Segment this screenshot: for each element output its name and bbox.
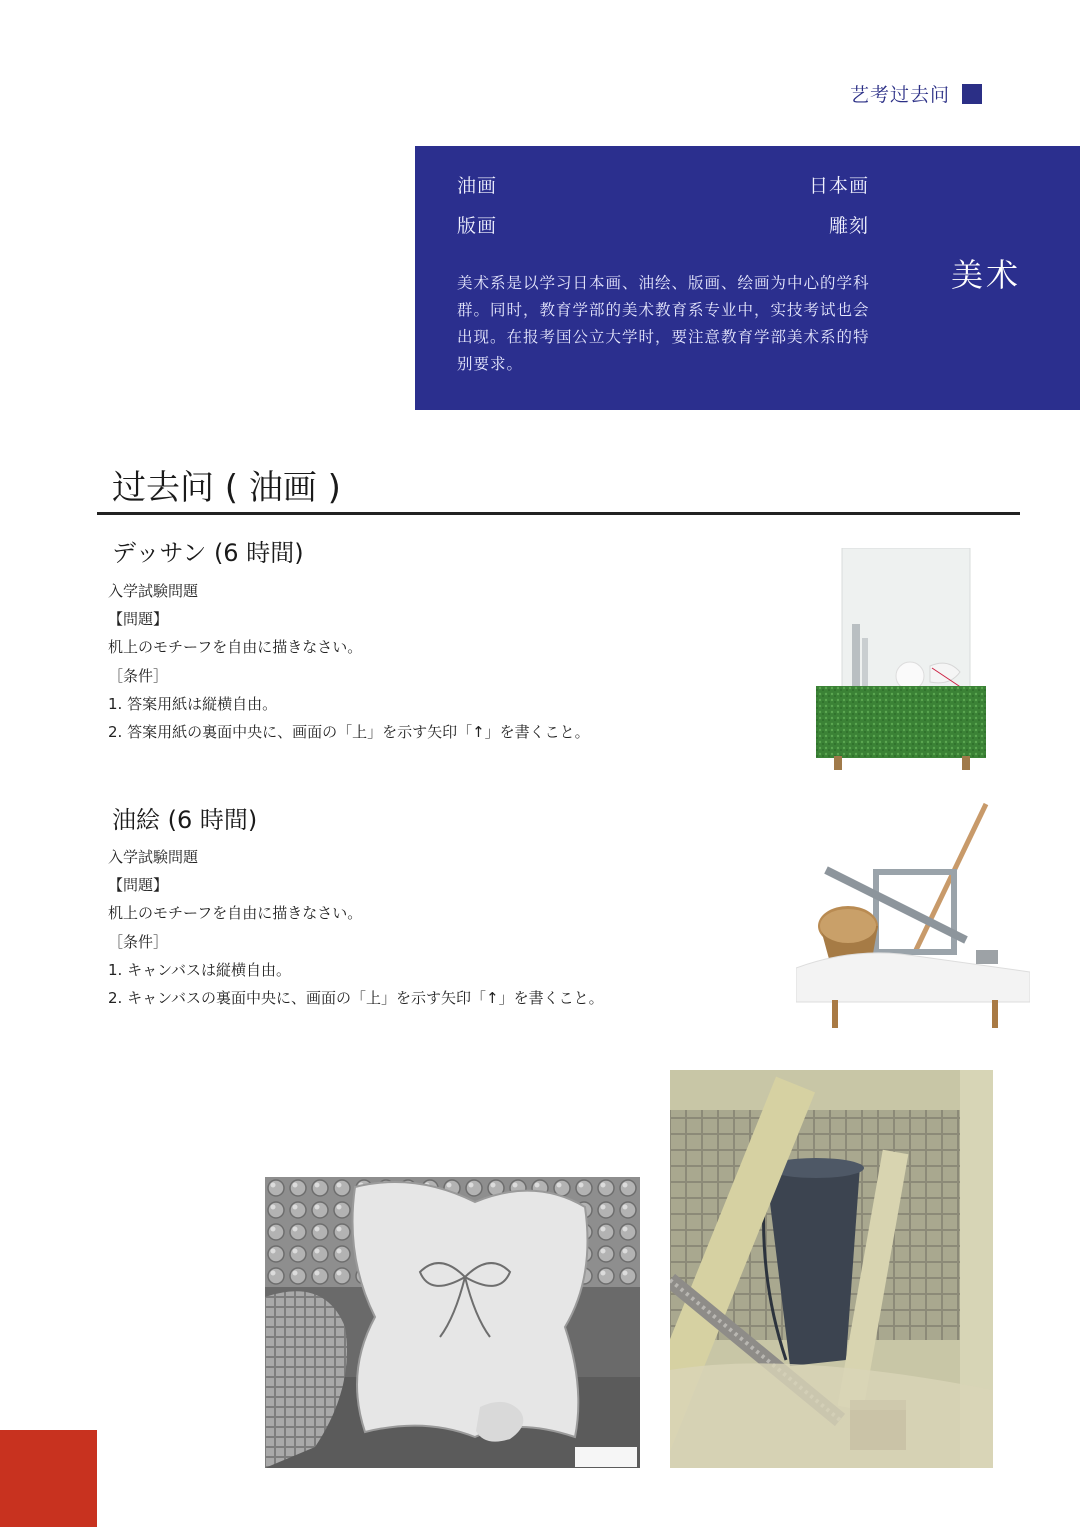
header-square-icon <box>962 84 982 104</box>
category-sculpture: 雕刻 <box>829 215 870 237</box>
exam-line: ［条件］ <box>108 932 169 951</box>
still-life-photo-dessin <box>812 548 990 770</box>
still-life-photo-oil <box>796 800 1030 1028</box>
header-tag-text: 艺考过去问 <box>849 84 950 106</box>
category-oil-painting: 油画 <box>457 175 498 197</box>
exam-body-oil <box>108 843 604 1012</box>
exam-line: 2. 答案用紙の裏面中央に、画面の「上」を示す矢印「↑」を書くこと。 <box>108 723 590 742</box>
still-life-photo-dessin-image <box>812 548 990 770</box>
exam-title-oil: 油絵 (6 時間) <box>112 806 258 834</box>
exam-line: 【問題】 <box>108 610 169 629</box>
section-title: 过去问 ( 油画 ) <box>112 468 341 508</box>
exam-line: 机上のモチーフを自由に描きなさい。 <box>108 904 363 923</box>
oil-painting-artwork-image <box>670 1070 993 1468</box>
dessin-artwork-image <box>265 1177 640 1468</box>
oil-painting-artwork <box>670 1070 993 1468</box>
category-japanese-painting: 日本画 <box>809 175 870 197</box>
exam-line: 入学試験問題 <box>108 848 199 866</box>
exam-line: 1. 答案用紙は縦横自由。 <box>108 694 278 713</box>
exam-title-dessin: デッサン (6 時間) <box>112 539 304 567</box>
section-divider <box>97 512 1020 515</box>
exam-line: ［条件］ <box>108 666 169 685</box>
exam-line: 入学試験問題 <box>108 582 199 600</box>
red-accent-block <box>0 1430 97 1527</box>
exam-line: 机上のモチーフを自由に描きなさい。 <box>108 638 363 657</box>
panel-description: 美术系是以学习日本画、油绘、版画、绘画为中心的学科群。同时，教育学部的美术教育系专业中，实技考试也会出现。在报考国公立大学时，要注意教育学部美术系的特别要求。 <box>457 274 870 373</box>
exam-line: 2. キャンバスの裏面中央に、画面の「上」を示す矢印「↑」を書くこと。 <box>108 989 604 1008</box>
info-panel <box>415 146 1080 410</box>
dessin-artwork <box>265 1177 640 1468</box>
exam-line: 【問題】 <box>108 876 169 895</box>
category-printmaking: 版画 <box>457 215 498 237</box>
panel-title: 美术 <box>951 256 1022 294</box>
exam-line: 1. キャンバスは縦横自由。 <box>108 960 292 979</box>
still-life-photo-oil-image <box>796 800 1030 1028</box>
header-tag <box>850 80 982 107</box>
exam-body-dessin <box>108 577 590 746</box>
